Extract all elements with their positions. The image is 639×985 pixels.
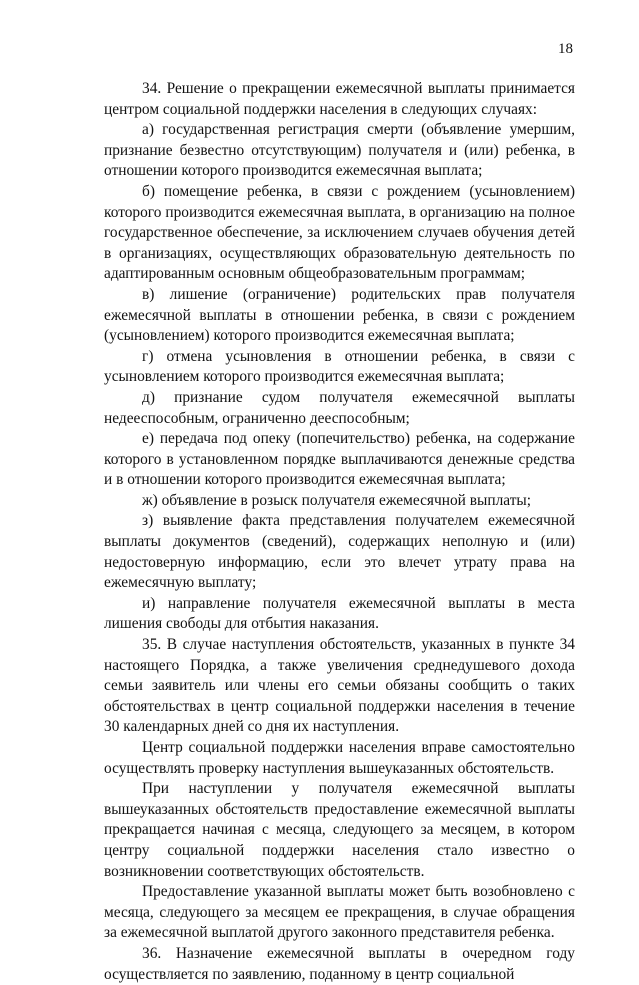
paragraph-34-v: в) лишение (ограничение) родительских прав получателя ежемесячной выплаты в отношении ребенка, в связи с рождением (усыновлением) которого производится ежемесячная выплата;	[104, 285, 575, 345]
paragraph-34-zh: ж) объявление в розыск получателя ежемесячной выплаты;	[142, 491, 532, 509]
page-number: 18	[558, 41, 573, 57]
paragraph-34-d: д) признание судом получателя ежемесячной выплаты недееспособным, ограниченно дееспособным;	[104, 388, 575, 427]
document-body	[104, 79, 575, 985]
paragraph-34-i: и) направление получателя ежемесячной выплаты в места лишения свободы для отбытия наказания.	[104, 594, 575, 633]
paragraph-34-z: з) выявление факта представления получателем ежемесячной выплаты документов (сведений), содержащих неполную и (или) недостоверную информацию, если это влечет утрату права на ежемесячную выплату;	[104, 512, 575, 592]
paragraph-36: 36. Назначение ежемесячной выплаты в очередном году осуществляется по заявлению, поданному в центр социальной	[104, 944, 575, 983]
paragraph-34-g: г) отмена усыновления в отношении ребенка, в связи с усыновлением которого производится ежемесячная выплата;	[104, 347, 575, 386]
paragraph-34: 34. Решение о прекращении ежемесячной выплаты принимается центром социальной поддержки населения в следующих случаях:	[104, 80, 575, 118]
paragraph-34-e: е) передача под опеку (попечительство) ребенка, на содержание которого в установленном порядке выплачиваются денежные средства и в отношении которого производится ежемесячная выплата;	[104, 430, 575, 489]
paragraph-35-resumption: Предоставление указанной выплаты может быть возобновлено с месяца, следующего за месяцем ее прекращения, в случае обращения за ежемесячной выплатой другого законного представителя ребенка.	[104, 883, 575, 942]
paragraph-35-check: Центр социальной поддержки населения вправе самостоятельно осуществлять проверку наступления вышеуказанных обстоятельств.	[104, 739, 575, 777]
paragraph-34-a: а) государственная регистрация смерти (объявление умершим, признание безвестно отсутствующим) получателя и (или) ребенка, в отношении которого производится ежемесячная выплата;	[104, 121, 575, 180]
paragraph-35: 35. В случае наступления обстоятельств, указанных в пункте 34 настоящего Порядка, а также увеличения среднедушевого дохода семьи заявитель или члены его семьи обязаны сообщить о таких обстоятельствах в центр социальной поддержки населения в течение 30 календарных дней со дня их наступления.	[104, 636, 575, 736]
paragraph-34-b: б) помещение ребенка, в связи с рождением (усыновлением) которого производится ежемесячная выплата, в организацию на полное государственное обеспечение, за исключением случаев обучения детей в организациях, осуществляющих образовательную деятельность по адаптированным основным общеобразовательным программам;	[104, 182, 575, 283]
paragraph-35-termination: При наступлении у получателя ежемесячной выплаты вышеуказанных обстоятельств предоставление ежемесячной выплаты прекращается начиная с месяца, следующего за месяцем, в котором центру социальной поддержки населения стало известно о возникновении соответствующих обстоятельств.	[104, 780, 575, 880]
